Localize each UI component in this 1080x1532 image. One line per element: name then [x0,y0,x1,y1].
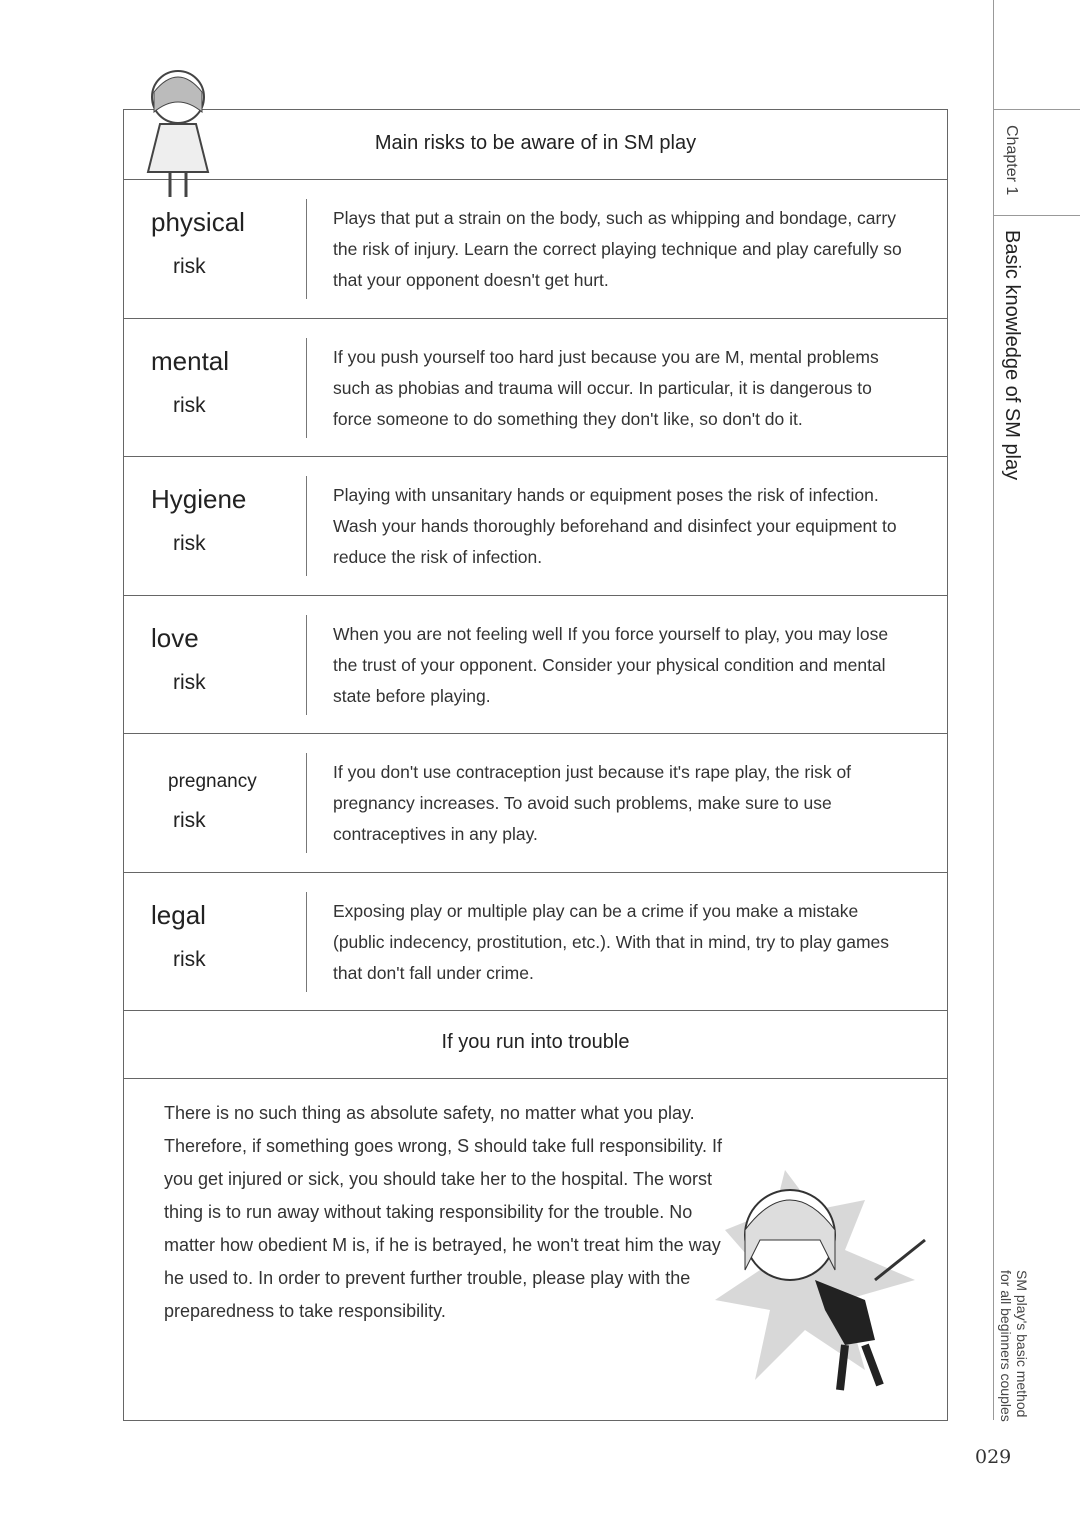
risk-description: If you push yourself too hard just because you are M, mental problems such as phobias and trauma will occur. In particular, it is dangerous to force someone to do something they don't like, so don't do it. [333,346,879,429]
risk-row [124,456,947,594]
risk-name: pregnancy [168,771,257,792]
risk-label: risk [173,809,206,832]
book-title-line: SM play's basic method [1014,1270,1030,1418]
divider [124,1078,947,1079]
risk-label: risk [173,947,206,971]
table-title: Main risks to be aware of in SM play [374,132,697,154]
side-rule [993,0,994,1420]
risk-description: Plays that put a strain on the body, such as whipping and bondage, carry the risk of injury. Learn the correct playing technique and play carefully so that your opponent doesn't get hurt. [333,208,902,290]
risk-label: risk [173,255,206,278]
chibi-girl-top-illustration [138,62,218,202]
book-title-line: for all beginners couples [998,1270,1014,1422]
risk-row [124,872,947,1010]
risk-description: When you are not feeling well If you force yourself to play, you may lose the trust of your opponent. Consider your physical condition and mental state before playing. [333,623,889,706]
book-title [998,1270,1030,1422]
risk-row [124,318,947,456]
risk-row [124,733,947,871]
chibi-girl-whip-illustration [715,1170,930,1395]
column-divider [306,476,307,576]
risk-label: risk [173,532,206,555]
risk-name: Hygiene [151,484,247,514]
section-title: Basic knowledge of SM play [1001,230,1023,481]
risk-name: legal [151,899,206,930]
chapter-label: Chapter 1 [1003,125,1020,196]
risk-label: risk [173,393,206,417]
risk-row [124,595,947,733]
side-divider [993,215,1080,216]
column-divider [306,199,307,299]
trouble-title: If you run into trouble [441,1031,630,1053]
risk-description: Playing with unsanitary hands or equipment poses the risk of infection. Wash your hands thoroughly beforehand and disinfect your equipment to reduce the risk of infection. [333,485,897,567]
side-divider [993,109,1080,110]
trouble-body: There is no such thing as absolute safety, no matter what you play. Therefore, if something goes wrong, S should take full responsibility. If you get injured or sick, you should take her to the hospital. The worst thing is to run away without taking responsibility for the trouble. No matter how obedient M is, if he is betrayed, he won't treat him the way he used to. In order to prevent further trouble, please play with the preparedness to take responsibility. [164,1103,722,1321]
risk-description: If you don't use contraception just because it's rape play, the risk of pregnancy increases. To avoid such problems, make sure to use contraceptives in any play. [333,762,852,844]
page-number: 029 [975,1446,1012,1468]
column-divider [306,892,307,992]
risk-row [124,179,947,317]
risk-name: mental [151,345,230,376]
divider [124,1010,947,1011]
column-divider [306,753,307,853]
column-divider [306,338,307,438]
risk-name: love [151,622,199,653]
column-divider [306,615,307,715]
risk-label: risk [173,670,206,694]
risk-name: physical [151,207,245,237]
risk-description: Exposing play or multiple play can be a crime if you make a mistake (public indecency, prostitution, etc.). With that in mind, try to play games that don't fall under crime. [333,900,890,983]
